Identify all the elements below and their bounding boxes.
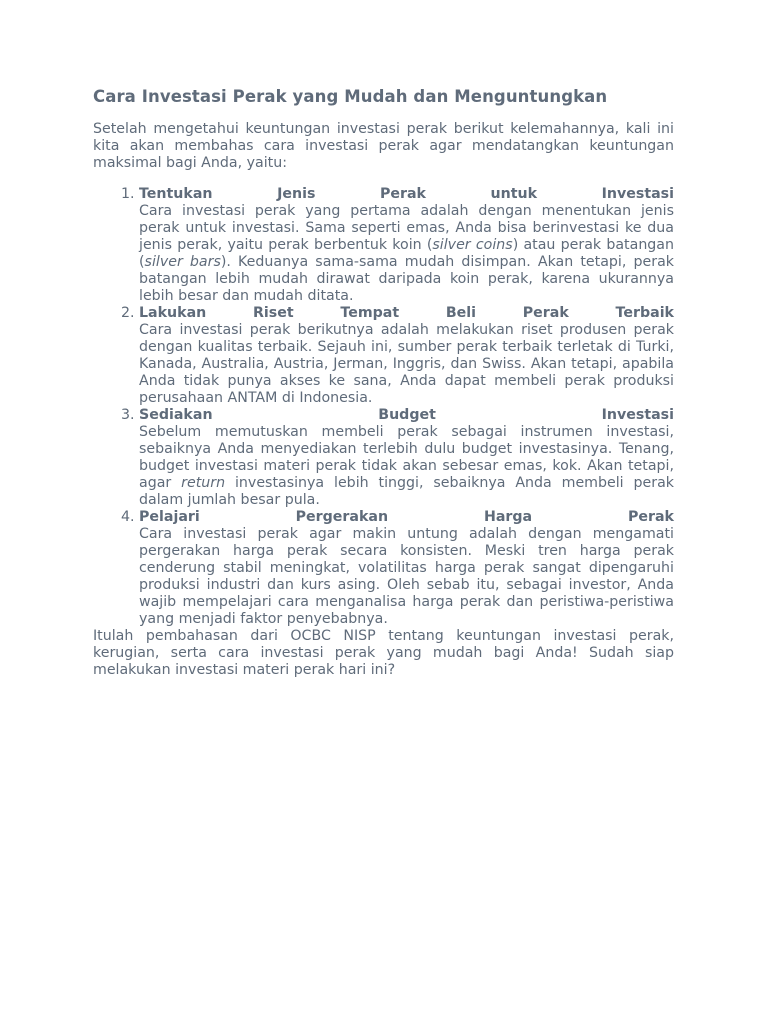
body-text: investasinya lebih tinggi, sebaiknya Anda membeli perak dalam jumlah besar pula. <box>139 475 674 508</box>
list-item <box>139 186 674 305</box>
article-title: Cara Investasi Perak yang Mudah dan Menguntungkan <box>93 87 608 106</box>
conclusion-paragraph: Itulah pembahasan dari OCBC NISP tentang keuntungan investasi perak, kerugian, serta cara investasi perak yang mudah bagi Anda! Sudah siap melakukan investasi materi perak hari ini? <box>93 628 674 678</box>
list-item-body <box>139 203 674 305</box>
italic-term: return <box>181 475 226 491</box>
list-item <box>139 407 674 509</box>
article <box>93 86 674 679</box>
list-item-title: 1. Tentukan Jenis Perak untuk Investasi <box>139 186 674 202</box>
body-text: Cara investasi perak yang pertama adalah dengan menentukan jenis perak untuk investasi. Sama seperti emas, Anda bisa berinvestasi ke dua jenis perak, yaitu perak berbentuk koin ( <box>139 203 674 253</box>
italic-term: silver coins <box>432 237 513 253</box>
list-item-body: Cara investasi perak berikutnya adalah melakukan riset produsen perak dengan kualitas terbaik. Sejauh ini, sumber perak terbaik terletak di Turki, Kanada, Australia, Austria, Jerman, Inggris, dan Swiss. Akan tetapi, apabila Anda tidak punya akses ke sana, Anda dapat membeli perak produksi perusahaan ANTAM di Indonesia. <box>139 322 674 406</box>
list-item <box>139 509 674 628</box>
body-text: ) atau perak batangan ( <box>139 237 674 270</box>
steps-list <box>93 186 674 628</box>
list-item-body: Cara investasi perak agar makin untung adalah dengan mengamati pergerakan harga perak secara konsisten. Meski tren harga perak cenderung stabil meningkat, volatilitas harga perak sangat dipengaruhi produksi industri dan kurs asing. Oleh sebab itu, sebagai investor, Anda wajib mempelajari cara menganalisa harga perak dan peristiwa-peristiwa yang menjadi faktor penyebabnya. <box>139 526 674 627</box>
body-text: Sebelum memutuskan membeli perak sebagai instrumen investasi, sebaiknya Anda menyediakan terlebih dulu budget investasinya. Tenang, budget investasi materi perak tidak akan sebesar emas, kok. Akan tetapi, agar <box>139 424 674 491</box>
list-item-body <box>139 424 674 509</box>
intro-paragraph: Setelah mengetahui keuntungan investasi perak berikut kelemahannya, kali ini kita akan membahas cara investasi perak agar mendatangkan keuntungan maksimal bagi Anda, yaitu: <box>93 121 674 171</box>
body-text: ). Keduanya sama-sama mudah disimpan. Akan tetapi, perak batangan lebih mudah dirawat daripada koin perak, karena ukurannya lebih besar dan mudah ditata. <box>139 254 674 304</box>
list-item-title: 4. Pelajari Pergerakan Harga Perak <box>139 509 674 525</box>
list-item-title: 2. Lakukan Riset Tempat Beli Perak Terbaik <box>139 305 674 321</box>
list-item <box>139 305 674 407</box>
list-item-title: 3. Sediakan Budget Investasi <box>139 407 674 423</box>
italic-term: silver bars <box>144 254 221 270</box>
